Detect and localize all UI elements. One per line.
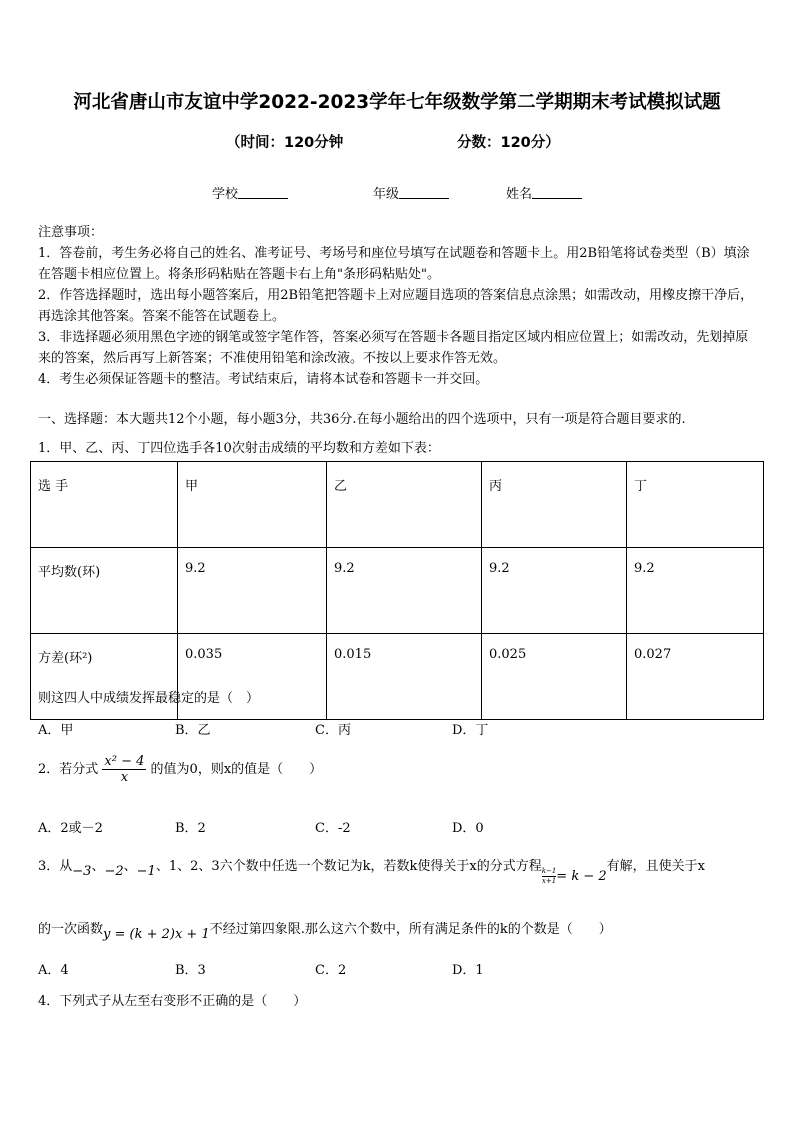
q3-eq-rhs: = k − 2 bbox=[556, 869, 607, 884]
school-label: 学校 bbox=[212, 187, 239, 202]
q1-option-b: B．乙 bbox=[175, 723, 211, 738]
q2-prefix: 2．若分式 bbox=[38, 762, 99, 777]
name-field bbox=[506, 183, 582, 202]
q3-num-1: −3 bbox=[72, 864, 92, 879]
q1-question: 则这四人中成绩发挥最稳定的是（ ） bbox=[38, 691, 260, 706]
q2-suffix: 的值为0，则x的值是（ ） bbox=[150, 762, 323, 777]
note-item-2: 2．作答选择题时，选出每小题答案后，用2B铅笔把答题卡上对应题目选项的答案信息点涂黑；如需改动，用橡皮擦干净后，再选涂其他答案。答案不能答在试题卷上。 bbox=[38, 288, 754, 325]
page-title: 河北省唐山市友谊中学2022-2023学年七年级数学第二学期期末考试模拟试题 bbox=[73, 92, 721, 113]
q4-stem: 4．下列式子从左至右变形不正确的是（ ） bbox=[38, 994, 307, 1009]
q3-separator: 、 bbox=[91, 859, 105, 874]
table-cell: 0.015 bbox=[327, 634, 482, 720]
q3-stem-line2 bbox=[38, 918, 612, 942]
q2-option-b: B．2 bbox=[175, 821, 206, 836]
table-cell: 9.2 bbox=[178, 548, 327, 634]
q1-option-c: C．丙 bbox=[315, 723, 351, 738]
table-cell: 丙 bbox=[482, 462, 627, 548]
exam-time: （时间：120分钟 bbox=[226, 135, 344, 151]
table-row bbox=[31, 634, 764, 720]
q1-option-d: D．丁 bbox=[452, 723, 489, 738]
score-table bbox=[30, 461, 764, 720]
table-row bbox=[31, 548, 764, 634]
q3-option-a: A．4 bbox=[38, 963, 69, 978]
q2-option-d: D．0 bbox=[452, 821, 484, 836]
table-cell: 丁 bbox=[627, 462, 764, 548]
school-blank bbox=[238, 186, 288, 199]
q3-separator: 、 bbox=[123, 859, 137, 874]
exam-score: 分数：120分） bbox=[457, 135, 560, 151]
grade-field bbox=[373, 183, 449, 202]
q1-option-a: A．甲 bbox=[38, 723, 74, 738]
table-cell: 9.2 bbox=[327, 548, 482, 634]
q3-prefix: 3．从 bbox=[38, 859, 73, 874]
q2-option-a: A．2或－2 bbox=[38, 821, 103, 836]
q3-fraction bbox=[542, 867, 557, 886]
table-cell: 0.027 bbox=[627, 634, 764, 720]
note-item-3: 3．非选择题必须用黑色字迹的钢笔或签字笔作答，答案必须写在答题卡各题目指定区域内相应位置上；如需改动，先划掉原来的答案，然后再写上新答案；不准使用铅笔和涂改液。不按以上要求作答无效。 bbox=[38, 330, 749, 367]
q3-frac-numerator: k−1 bbox=[541, 867, 557, 875]
notes-heading: 注意事项： bbox=[38, 225, 104, 240]
q3-num-3: −1 bbox=[136, 864, 156, 879]
q3-option-c: C．2 bbox=[315, 963, 347, 978]
table-cell: 乙 bbox=[327, 462, 482, 548]
school-field bbox=[212, 183, 288, 202]
note-item-4: 4．考生必须保证答题卡的整洁。考试结束后，请将本试卷和答题卡一并交回。 bbox=[38, 372, 489, 387]
table-cell: 9.2 bbox=[482, 548, 627, 634]
name-label: 姓名 bbox=[506, 187, 533, 202]
q2-numerator: x² − 4 bbox=[104, 754, 145, 769]
q3-mid: 、1、2、3六个数中任选一个数记为k，若数k使得关于x的分式方程 bbox=[155, 859, 542, 874]
q3-line2-prefix: 的一次函数 bbox=[38, 922, 104, 937]
note-item-1: 1．答卷前，考生务必将自己的姓名、准考证号、考场号和座位号填写在试题卷和答题卡上。用2B铅笔将试卷类型（B）填涂在答题卡相应位置上。将条形码粘贴在答题卡右上角"条形码粘贴处"。 bbox=[38, 246, 750, 283]
section-1-heading: 一、选择题：本大题共12个小题，每小题3分，共36分.在每小题给出的四个选项中，只有一项是符合题目要求的. bbox=[38, 412, 686, 427]
q3-stem-line1 bbox=[38, 855, 705, 885]
q2-fraction bbox=[102, 754, 146, 785]
table-cell: 选 手 bbox=[31, 462, 178, 548]
grade-blank bbox=[399, 186, 449, 199]
q3-frac-denominator: x+1 bbox=[541, 877, 557, 885]
q1-stem: 1．甲、乙、丙、丁四位选手各10次射击成绩的平均数和方差如下表： bbox=[38, 441, 440, 456]
q3-function: y = (k + 2)x + 1 bbox=[103, 927, 210, 942]
q2-stem bbox=[38, 754, 322, 785]
q2-denominator: x bbox=[120, 770, 129, 785]
table-header-row bbox=[31, 462, 764, 548]
q3-num-2: −2 bbox=[104, 864, 124, 879]
q3-tail: 有解，且使关于x bbox=[606, 859, 705, 874]
name-blank bbox=[532, 186, 582, 199]
q2-option-c: C．-2 bbox=[315, 821, 351, 836]
table-cell: 平均数(环) bbox=[31, 548, 178, 634]
table-cell: 9.2 bbox=[627, 548, 764, 634]
table-cell: 甲 bbox=[178, 462, 327, 548]
grade-label: 年级 bbox=[373, 187, 400, 202]
table-cell: 0.035 bbox=[178, 634, 327, 720]
table-cell: 0.025 bbox=[482, 634, 627, 720]
q3-option-d: D．1 bbox=[452, 963, 484, 978]
q3-option-b: B．3 bbox=[175, 963, 206, 978]
table-cell: 方差(环²) bbox=[31, 634, 178, 720]
q3-line2-suffix: 不经过第四象限.那么这六个数中，所有满足条件的k的个数是（ ） bbox=[209, 922, 612, 937]
